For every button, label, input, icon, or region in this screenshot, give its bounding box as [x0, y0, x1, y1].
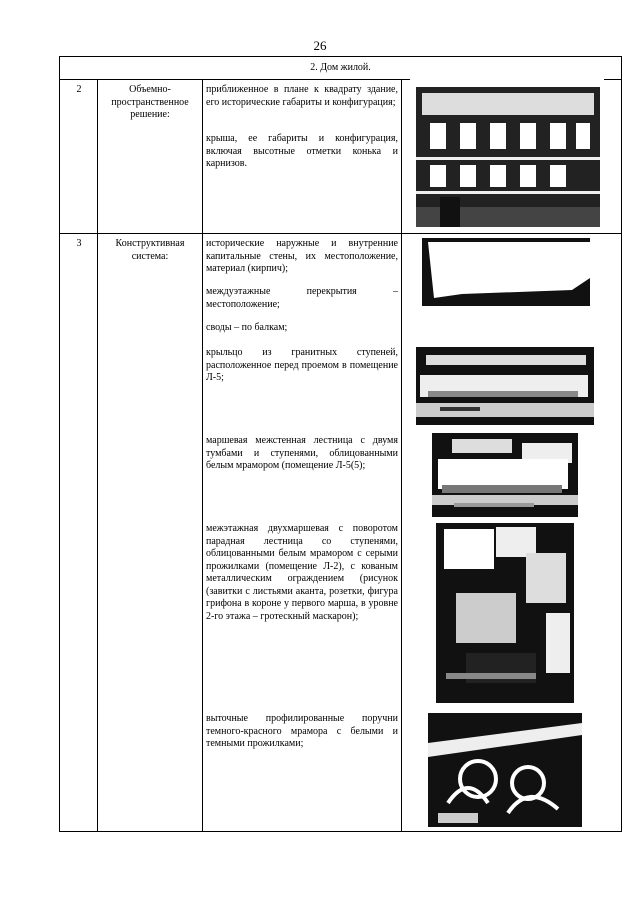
row-item: междуэтажные перекрытия – местоположение; [206, 286, 398, 310]
section-title: 2. Дом жилой. [60, 57, 621, 80]
column-divider [202, 79, 203, 832]
column-divider [97, 79, 98, 832]
page-number: 26 [313, 38, 327, 53]
column-divider [401, 79, 402, 832]
row-item: крыша, ее габариты и конфигурация, включая высотные отметки конька и карнизов. [206, 133, 398, 169]
row-number: 2 [76, 84, 82, 95]
wall-section-photo [422, 238, 590, 306]
row-item: крыльцо из гранитных ступеней, расположенное перед проемом в помещение Л-5; [206, 347, 398, 383]
building-facade-photo [410, 79, 604, 229]
row-item: приближенное в плане к квадрату здание, его исторические габариты и конфигурация; [206, 84, 398, 108]
marble-handrail-photo [428, 713, 582, 827]
grand-staircase-photo [436, 523, 574, 703]
row-divider [60, 233, 621, 234]
granite-porch-photo [416, 347, 594, 425]
row-number: 3 [76, 238, 82, 249]
heritage-table [59, 56, 622, 832]
row-item: выточные профилированные поручни темного-красного мрамора с белыми и темными прожилками; [206, 713, 398, 749]
row-item: маршевая межстенная лестница с двумя тумбами и ступенями, облицованными белым мрамором (помещение Л-5(5); [206, 435, 398, 471]
marble-stair-photo [432, 433, 578, 517]
row-item: своды – по балкам; [206, 322, 288, 333]
row-item: исторические наружные и внутренние капитальные стены, их местоположение, материал (кирпич); [206, 238, 398, 274]
row-name: Объемно-пространственное решение: [111, 84, 189, 120]
row-name: Конструктивная система: [115, 238, 185, 262]
row-item: межэтажная двухмаршевая с поворотом парадная лестница со ступенями, облицованными белым мрамором с серыми прожилками (помещение Л-2), с кованым металлическим ограждением (рисунок (завитки с листьями аканта, розетки, фигура грифона в короне у первого марша, в уровне 2-го этажа – гротескный маскарон); [206, 523, 398, 622]
